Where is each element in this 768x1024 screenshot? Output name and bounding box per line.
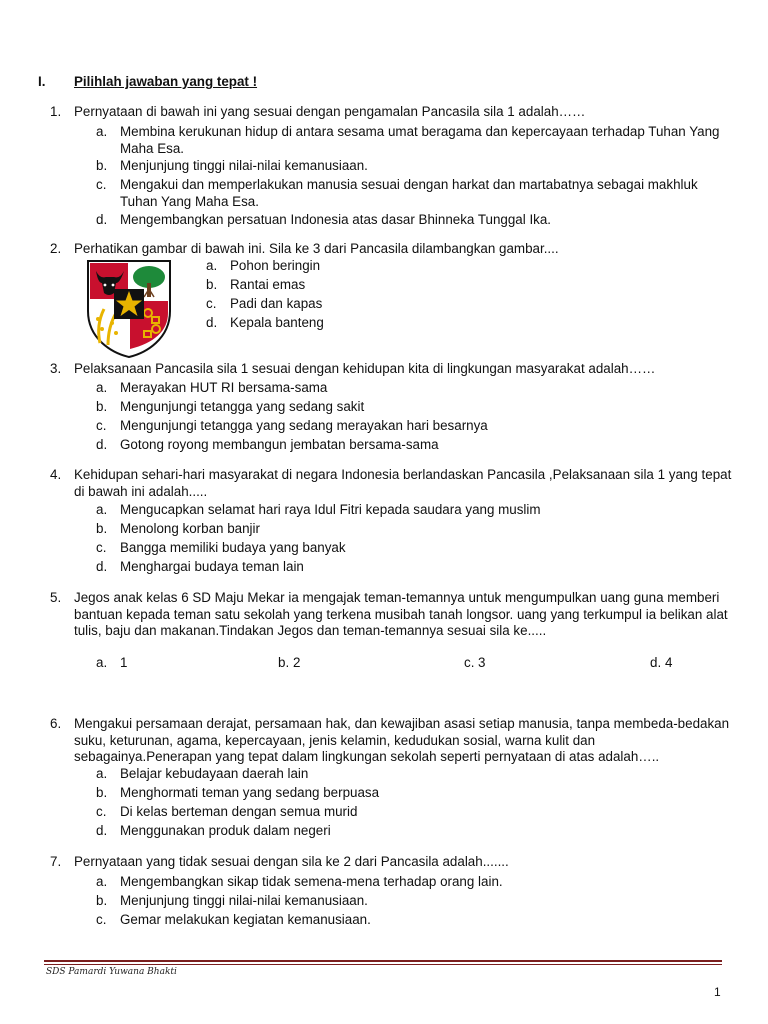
option-text: Membina kerukunan hidup di antara sesama umat beragama dan kepercayaan terhadap Tuhan Yang Maha Esa. (120, 124, 720, 156)
question-number: 7. (50, 854, 62, 869)
option-letter: a. (96, 874, 108, 889)
question-number: 2. (50, 241, 62, 256)
footer-rule-thin (44, 964, 722, 965)
option-letter: c. (96, 804, 107, 819)
question-number: 3. (50, 361, 62, 376)
question-number: 6. (50, 716, 62, 731)
option-text: Bangga memiliki budaya yang banyak (120, 540, 346, 555)
option-text: Pohon beringin (230, 258, 321, 273)
option-letter: a. (96, 766, 108, 781)
option-text: 1 (120, 655, 128, 670)
option-text: Merayakan HUT RI bersama-sama (120, 380, 328, 395)
page-number: 1 (714, 985, 721, 999)
option-text: Mengembangkan sikap tidak semena-mena terhadap orang lain. (120, 874, 503, 889)
option-letter: a. (206, 258, 218, 273)
question-text: Kehidupan sehari-hari masyarakat di negara Indonesia berlandaskan Pancasila ,Pelaksanaan sila 1 yang tepat di bawah ini adalah..... (74, 467, 732, 499)
star-icon (114, 289, 144, 319)
option-letter: d. (96, 559, 108, 574)
option-text: Mengunjungi tetangga yang sedang sakit (120, 399, 365, 414)
option-text: Menghargai budaya teman lain (120, 559, 304, 574)
option-letter: c. (96, 418, 107, 433)
option-text: Mengembangkan persatuan Indonesia atas dasar Bhinneka Tunggal Ika. (120, 212, 552, 227)
option-text: Mengucapkan selamat hari raya Idul Fitri kepada saudara yang muslim (120, 502, 541, 517)
option-text: Menolong korban banjir (120, 521, 260, 536)
option-letter: b. (96, 893, 108, 908)
option-letter: a. (96, 124, 108, 139)
option-letter: d. (206, 315, 218, 330)
option-text: Rantai emas (230, 277, 306, 292)
option-text: Di kelas berteman dengan semua murid (120, 804, 358, 819)
option-text: 2 (293, 655, 301, 670)
option-letter: b. (96, 785, 108, 800)
question-number: 4. (50, 467, 62, 482)
option-text: 3 (478, 655, 486, 670)
option-text: Menjunjung tinggi nilai-nilai kemanusiaan. (120, 893, 368, 908)
option-text: Gotong royong membangun jembatan bersama-sama (120, 437, 439, 452)
option-text: Menghormati teman yang sedang berpuasa (120, 785, 380, 800)
question-text: Mengakui persamaan derajat, persamaan hak, dan kewajiban asasi setiap manusia, tanpa membeda-bedakan suku, keturunan, agama, kepercayaan, jenis kelamin, kedudukan sosial, warna kulit dan sebagainya.Penerapan yang tepat dalam lingkungan sekolah seperti pernyataan di atas adalah….. (74, 716, 730, 764)
option-letter: a. (96, 502, 108, 517)
option-text: Gemar melakukan kegiatan kemanusiaan. (120, 912, 371, 927)
option-text: 4 (665, 655, 673, 670)
option-text: Menggunakan produk dalam negeri (120, 823, 331, 838)
option-letter: b. (96, 399, 108, 414)
question-text: Jegos anak kelas 6 SD Maju Mekar ia mengajak teman-temannya untuk mengumpulkan uang guna memberi bantuan kepada teman satu sekolah yang terkena musibah tanah longsor. uang yang terkumpul ia belikan alat tulis, baju dan makanan.Tindakan Jegos dan teman-temannya sesuai sila ke..... (74, 590, 728, 638)
option-text: Mengakui dan memperlakukan manusia sesuai dengan harkat dan martabatnya sebagai makhluk Tuhan Yang Maha Esa. (120, 177, 698, 209)
option-letter: c. (96, 540, 107, 555)
option-text: Belajar kebudayaan daerah lain (120, 766, 309, 781)
option-letter: a. (96, 655, 108, 670)
question-text: Pernyataan di bawah ini yang sesuai dengan pengamalan Pancasila sila 1 adalah…… (74, 104, 586, 119)
option-letter: a. (96, 380, 108, 395)
option-letter: b. (96, 158, 108, 173)
question-number: 5. (50, 590, 62, 605)
option-letter: b. (206, 277, 218, 292)
footer-rule (44, 960, 722, 962)
section-number: I. (38, 74, 46, 89)
option-letter: c. (206, 296, 217, 311)
question-number: 1. (50, 104, 62, 119)
garuda-shield-emblem (86, 259, 172, 359)
option-letter: b. (96, 521, 108, 536)
option-letter: d. (96, 437, 108, 452)
option-text: Kepala banteng (230, 315, 324, 330)
question-text: Pernyataan yang tidak sesuai dengan sila ke 2 dari Pancasila adalah....... (74, 854, 509, 869)
option-text: Mengunjungi tetangga yang sedang merayakan hari besarnya (120, 418, 488, 433)
option-letter: c. (464, 655, 475, 670)
option-letter: c. (96, 177, 107, 192)
question-text: Pelaksanaan Pancasila sila 1 sesuai dengan kehidupan kita di lingkungan masyarakat adalah…… (74, 361, 656, 376)
option-text: Padi dan kapas (230, 296, 323, 311)
footer-school-name: SDS Pamardi Yuwana Bhakti (46, 967, 177, 977)
question-text: Perhatikan gambar di bawah ini. Sila ke 3 dari Pancasila dilambangkan gambar.... (74, 241, 559, 256)
option-letter: c. (96, 912, 107, 927)
option-text: Menjunjung tinggi nilai-nilai kemanusiaan. (120, 158, 368, 173)
option-letter: d. (96, 823, 108, 838)
option-letter: d. (96, 212, 108, 227)
option-letter: d. (650, 655, 662, 670)
section-title: Pilihlah jawaban yang tepat ! (74, 74, 258, 89)
option-letter: b. (278, 655, 290, 670)
